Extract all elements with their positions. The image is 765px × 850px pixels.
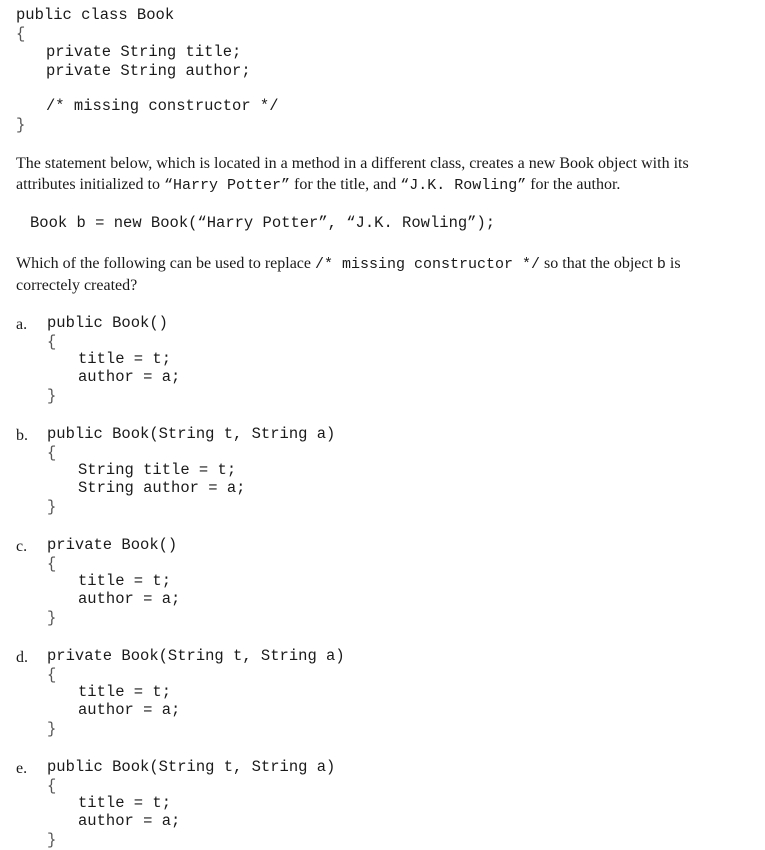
statement-text-3: for the author. xyxy=(526,176,621,193)
option-open-brace: { xyxy=(47,333,57,351)
option-letter: b. xyxy=(16,427,28,444)
field-author: private String author; xyxy=(46,62,251,80)
option-letter: e. xyxy=(16,760,28,777)
title-value: “Harry Potter” xyxy=(163,177,290,194)
option-line-2: author = a; xyxy=(78,812,181,830)
option-line-1: title = t; xyxy=(78,350,172,368)
missing-constructor-comment: /* missing constructor */ xyxy=(46,97,279,115)
option-line-2: String author = a; xyxy=(78,479,246,497)
option-signature: public Book(String t, String a) xyxy=(47,758,336,776)
option-line-1: String title = t; xyxy=(78,461,237,479)
statement-text-2: for the title, and xyxy=(290,176,401,193)
option-letter: d. xyxy=(16,649,28,666)
author-value: “J.K. Rowling” xyxy=(400,177,527,194)
class-close-brace: } xyxy=(16,116,26,134)
class-header: public class Book xyxy=(16,6,175,24)
option-line-2: author = a; xyxy=(78,590,181,608)
option-open-brace: { xyxy=(47,777,57,795)
option-signature: private Book(String t, String a) xyxy=(47,647,345,665)
field-title: private String title; xyxy=(46,43,242,61)
option-signature: private Book() xyxy=(47,536,178,554)
question-text-1: Which of the following can be used to replace xyxy=(16,255,315,272)
option-line-1: title = t; xyxy=(78,572,172,590)
question-paragraph xyxy=(16,253,746,296)
option-signature: public Book() xyxy=(47,314,168,332)
option-line-1: title = t; xyxy=(78,683,172,701)
example-code-line: Book b = new Book(“Harry Potter”, “J.K. Rowling”); xyxy=(30,214,496,232)
option-close-brace: } xyxy=(47,387,57,405)
option-letter: a. xyxy=(16,316,28,333)
question-text-2: so that the object xyxy=(540,255,657,272)
option-line-2: author = a; xyxy=(78,701,181,719)
option-open-brace: { xyxy=(47,444,57,462)
option-open-brace: { xyxy=(47,666,57,684)
question-code-ref: /* missing constructor */ xyxy=(315,256,541,273)
option-line-2: author = a; xyxy=(78,368,181,386)
option-close-brace: } xyxy=(47,720,57,738)
option-open-brace: { xyxy=(47,555,57,573)
option-close-brace: } xyxy=(47,831,57,849)
option-close-brace: } xyxy=(47,498,57,516)
class-open-brace: { xyxy=(16,25,26,43)
question-var: b xyxy=(656,256,666,273)
statement-text-1: The statement below, which is located in a method in a different class, creates a new Book object with its attributes initialized to xyxy=(16,155,689,193)
option-signature: public Book(String t, String a) xyxy=(47,425,336,443)
option-close-brace: } xyxy=(47,609,57,627)
option-letter: c. xyxy=(16,538,28,555)
question-text-3: is correctely created? xyxy=(16,255,681,294)
option-line-1: title = t; xyxy=(78,794,172,812)
statement-paragraph xyxy=(16,153,746,196)
